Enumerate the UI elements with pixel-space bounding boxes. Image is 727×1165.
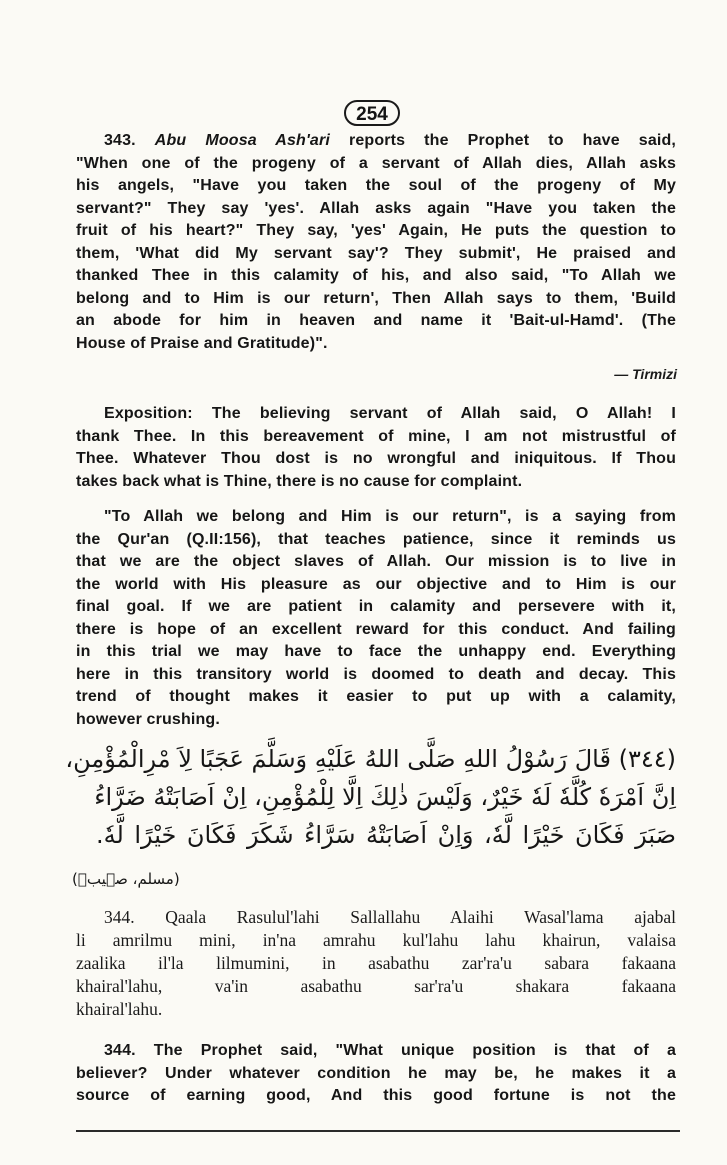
- hadith-number: 343.: [104, 132, 155, 149]
- arabic-source: (مسلم، صہیبؓ): [72, 870, 180, 888]
- translation-line: source of earning good, And this good fortune is not the: [76, 1087, 676, 1104]
- hadith-343: [76, 130, 676, 355]
- hadith-343-line: belong and to Him is our return', Then Allah says to them, 'Build: [76, 289, 676, 307]
- arabic-hadith-344: [65, 740, 676, 854]
- exposition-line: takes back what is Thine, there is no cause for complaint.: [76, 472, 523, 490]
- paragraph-2: [76, 506, 676, 731]
- transliteration-line: 344. Qaala Rasulul'lahi Sallallahu Alaihi Wasal'lama ajabal: [104, 907, 676, 927]
- hadith-343-line: his angels, "Have you taken the soul of the progeny of My: [76, 177, 676, 194]
- hadith-343-line: [76, 130, 676, 153]
- translation-line: 344. The Prophet said, "What unique position is that of a: [104, 1042, 676, 1059]
- transliteration-line: zaalika il'la lilmumini, in asabathu zar'ra'u sabara fakaana: [76, 953, 676, 973]
- translation-344: [76, 1040, 676, 1108]
- paragraph-line: that we are the object slaves of Allah. Our mission is to live in: [76, 553, 676, 570]
- hadith-343-source: — Tirmizi: [614, 366, 677, 382]
- paragraph-line: trend of thought makes it easier to put up with a calamity,: [76, 688, 676, 705]
- narrator-name: Abu Moosa Ash'ari: [154, 132, 330, 149]
- arabic-line: (٣٤٤) قَالَ رَسُوْلُ اللهِ صَلَّى اللهُ عَلَيْهِ وَسَلَّمَ عَجَبًا لِاَ مْرِالْمُؤْمِنِ،: [65, 745, 676, 773]
- exposition-line: thank Thee. In this bereavement of mine, I am not mistrustful of: [76, 427, 676, 445]
- exposition-label: Exposition:: [104, 405, 193, 422]
- hadith-343-line: fruit of his heart?" They say, 'yes' Again, He puts the question to: [76, 222, 676, 239]
- hadith-343-line: servant?" They say 'yes'. Allah asks again "Have you taken the: [76, 199, 676, 217]
- paragraph-line: "To Allah we belong and Him is our return", is a saying from: [104, 508, 676, 525]
- paragraph-line: here in this transitory world is doomed to death and decay. This: [76, 665, 676, 683]
- transliteration-line: khairal'lahu, va'in asabathu sar'ra'u shakara fakaana: [76, 976, 676, 996]
- hadith-343-line: "When one of the progeny of a servant of Allah dies, Allah asks: [76, 154, 676, 172]
- exposition: [76, 403, 676, 493]
- hadith-343-line: them, 'What did My servant say'? They submit', He praised and: [76, 244, 676, 262]
- hadith-343-line: an abode for him in heaven and name it 'Bait-ul-Hamd'. (The: [76, 312, 676, 329]
- paragraph-line: however crushing.: [76, 710, 220, 728]
- arabic-line: اِنَّ اَمْرَهٗ كُلَّهٗ لَهٗ خَيْرٌ، وَلَيْسَ ذٰلِكَ اِلَّا لِلْمُؤْمِنِ، اِنْ اَصَابَتْهُ ضَرَّاءُ: [94, 783, 676, 811]
- paragraph-line: there is hope of an excellent reward for this conduct. And failing: [76, 620, 676, 638]
- arabic-line: صَبَرَ فَكَانَ خَيْرًا لَّهٗ، وَاِنْ اَصَابَتْهُ سَرَّاءُ شَكَرَ فَكَانَ خَيْرًا لَّهٗ.: [96, 821, 676, 849]
- hadith-text: reports the Prophet to have said,: [329, 132, 676, 149]
- transliteration-line: li amrilmu mini, in'na amrahu kul'lahu lahu khairun, valaisa: [76, 930, 676, 950]
- paragraph-line: in this trial we may have to face the unhappy end. Everything: [76, 643, 676, 660]
- translation-line: believer? Under whatever condition he may be, he makes it a: [76, 1064, 676, 1082]
- paragraph-line: the Qur'an (Q.II:156), that teaches patience, since it reminds us: [76, 530, 676, 548]
- transliteration-line: khairal'lahu.: [76, 999, 163, 1019]
- paragraph-line: final goal. If we are patient in calamity and persevere with it,: [76, 598, 676, 615]
- exposition-line: Thee. Whatever Thou dost is no wrongful and iniquitous. If Thou: [76, 450, 676, 467]
- bottom-rule: [76, 1130, 680, 1132]
- transliteration-344: [76, 906, 676, 1021]
- hadith-343-line: thanked Thee in this calamity of his, and also said, "To Allah we: [76, 267, 676, 284]
- exposition-line: [76, 403, 676, 426]
- exposition-text: The believing servant of Allah said, O Allah! I: [192, 405, 676, 422]
- hadith-343-line: House of Praise and Gratitude)".: [76, 334, 328, 352]
- paragraph-line: the world with His pleasure as our objective and to Him is our: [76, 575, 676, 593]
- page-number: 254: [344, 100, 400, 126]
